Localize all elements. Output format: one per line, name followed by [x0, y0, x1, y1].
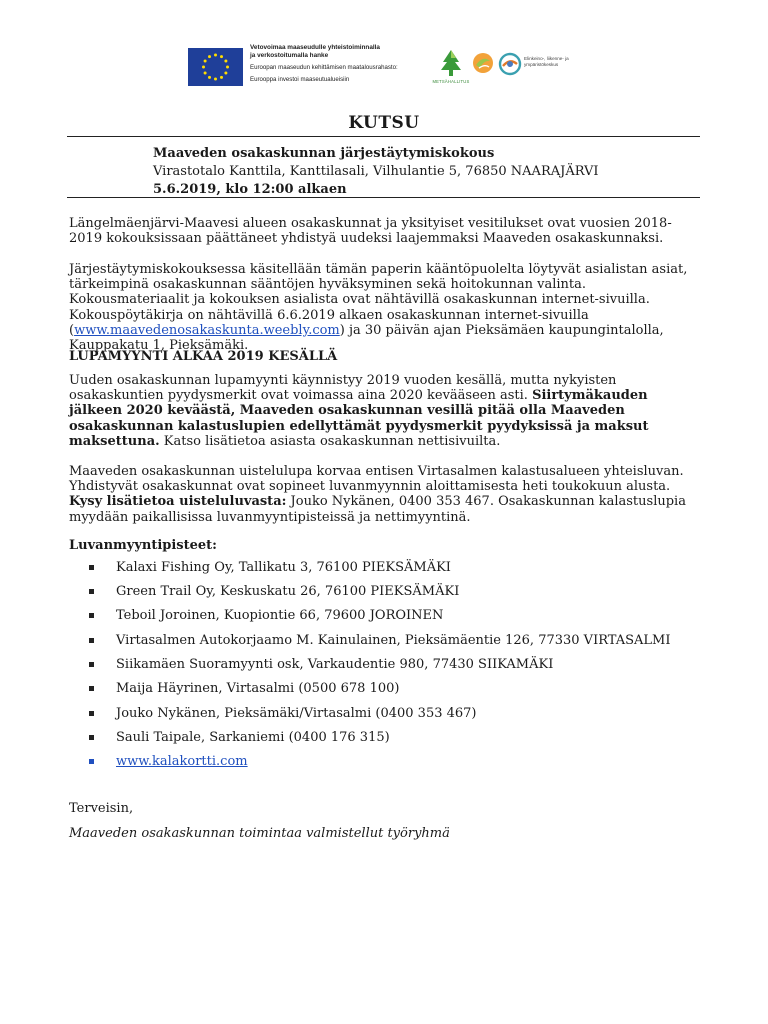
eu-star-icon	[220, 55, 223, 58]
bullet-icon	[89, 565, 94, 570]
permit-text-part1: Uuden osakaskunnan lupamyynti käynnistyy 2019 vuoden kesällä, mutta nykyisten osakaskuntien pyydysmerkit ovat voimassa aina 2020 kevääseen asti.	[69, 373, 617, 404]
permit-text	[69, 373, 701, 449]
bullet-icon	[89, 735, 94, 740]
intro-paragraph	[69, 216, 701, 246]
eu-fund-line2: Eurooppa investoi maaseutualueisiin	[250, 75, 350, 83]
eu-star-icon	[226, 66, 229, 69]
trolling-text-part1: Maaveden osakaskunnan uistelulupa korvaa entisen Virtasalmen kalastusalueen yhteisluvan. Yhdistyvät osakaskunnat ovat sopineet luvanmyynnin aloittamisesta heti toukokuun alusta.	[69, 464, 684, 495]
eu-star-icon	[208, 76, 211, 79]
kalakortti-link[interactable]: www.kalakortti.com	[116, 754, 248, 769]
eu-flag-logo	[188, 48, 243, 86]
list-item-text: Kalaxi Fishing Oy, Tallikatu 3, 76100 PIEKSÄMÄKI	[116, 560, 451, 575]
meeting-text-part2: ) ja 30 päivän ajan Pieksämäen kaupungintalolla, Kauppakatu 1, Pieksämäki.	[69, 322, 664, 354]
trolling-text	[69, 464, 701, 525]
ely-centre-logo	[498, 52, 578, 78]
meeting-datetime: 5.6.2019, klo 12:00 alkaen	[153, 182, 347, 197]
eu-star-icon	[208, 55, 211, 58]
sponsor-logo-banner	[188, 44, 578, 88]
list-item-text: Teboil Joroinen, Kuopiontie 66, 79600 JOROINEN	[116, 608, 444, 623]
metsahallitus-label: METSÄHALLITUS	[432, 79, 470, 84]
meeting-venue: Virastotalo Kanttila, Kanttilasali, Vilhulantie 5, 76850 NAARAJÄRVI	[153, 164, 599, 179]
permit-text-bold: Siirtymäkauden jälkeen 2020 keväästä, Maaveden osakaskunnan vesillä pitää olla Maaveden osakaskunnan kalastuslupien edellyttämät pyydysmerkit pyydyksissä ja maksut maksettuna.	[69, 388, 649, 449]
osakaskunta-website-link[interactable]: www.maavedenosakaskunta.weebly.com	[74, 322, 340, 338]
bullet-icon	[89, 589, 94, 594]
intro-text: Längelmäenjärvi-Maavesi alueen osakaskunnat ja yksityiset vesitilukset ovat vuosien 2018-2019 kokouksissaan päättäneet yhdistyä uudeksi laajemmaksi Maaveden osakaskunnaksi.	[69, 216, 672, 247]
permit-paragraph	[69, 373, 701, 449]
trolling-text-bold: Kysy lisätietoa uisteluluvasta:	[69, 494, 287, 510]
eu-project-line1: Vetovoimaa maaseudulle yhteistoiminnalla	[250, 44, 380, 51]
permit-text-part2: Katso lisätietoa asiasta osakaskunnan nettisivuilta.	[159, 433, 501, 449]
list-item-text: Virtasalmen Autokorjaamo M. Kainulainen, Pieksämäentie 126, 77330 VIRTASALMI	[116, 633, 671, 648]
sales-points-heading: Luvanmyyntipisteet:	[69, 538, 217, 553]
trolling-paragraph	[69, 464, 701, 525]
eu-star-icon	[202, 66, 205, 69]
metsahallitus-logo	[432, 48, 470, 86]
title-rule-top	[67, 136, 700, 137]
bullet-icon	[89, 662, 94, 667]
list-item-text: Maija Häyrinen, Virtasalmi (0500 678 100)	[116, 681, 400, 696]
bullet-icon	[89, 711, 94, 716]
eu-star-icon	[204, 60, 207, 63]
eu-star-icon	[220, 76, 223, 79]
document-title: KUTSU	[348, 113, 420, 133]
list-item-text: Sauli Taipale, Sarkaniemi (0400 176 315)	[116, 730, 390, 745]
closing-greeting: Terveisin,	[69, 801, 134, 816]
ely-centre-text: Elinkeino-, liikenne- ja ympäristökeskus	[524, 56, 569, 67]
eu-star-icon	[204, 72, 207, 75]
eu-star-icon	[224, 72, 227, 75]
list-item-text: Green Trail Oy, Keskuskatu 26, 76100 PIEKSÄMÄKI	[116, 584, 460, 599]
bullet-icon	[89, 638, 94, 643]
list-item-text: Siikamäen Suoramyynti osk, Varkaudentie 980, 77430 SIIKAMÄKI	[116, 657, 554, 672]
eu-star-icon	[214, 54, 217, 57]
trolling-text-part2: Jouko Nykänen, 0400 353 467. Osakaskunnan kalastuslupia myydään paikallisissa luvanmyyntipisteissä ja nettimyyntinä.	[69, 494, 686, 525]
bullet-icon	[89, 759, 94, 764]
eu-star-icon	[224, 60, 227, 63]
closing-signature: Maaveden osakaskunnan toimintaa valmistellut työryhmä	[69, 826, 450, 841]
meeting-info	[153, 145, 599, 199]
meeting-paragraph	[69, 262, 701, 353]
list-item-text: Jouko Nykänen, Pieksämäki/Virtasalmi (0400 353 467)	[116, 706, 477, 721]
bullet-icon	[89, 613, 94, 618]
meeting-text	[69, 262, 701, 353]
bullet-icon	[89, 686, 94, 691]
partner-round-logo	[472, 52, 494, 74]
title-rule-bottom	[67, 197, 700, 198]
permit-sales-heading: LUPAMYYNTI ALKAA 2019 KESÄLLÄ	[69, 349, 338, 364]
eu-star-icon	[214, 78, 217, 81]
eu-project-line2: ja verkostoitumalla hanke	[250, 52, 329, 59]
eu-funding-text	[250, 44, 430, 83]
meeting-name: Maaveden osakaskunnan järjestäytymiskokous	[153, 146, 495, 161]
meeting-text-part1: Järjestäytymiskokouksessa käsitellään tämän paperin kääntöpuolelta löytyvät asialistan asiat, tärkeimpinä osakaskunnan sääntöjen hyväksyminen sekä hoitokunnan valinta. Kokousmateriaalit ja kokouksen asialista ovat nähtävillä osakaskunnan internet-sivuilla. Kokouspöytäkirja on nähtävillä 6.6.2019 alkaen osakaskunnan internet-sivuilla (	[69, 262, 688, 338]
eu-fund-line1: Euroopan maaseudun kehittämisen maatalousrahasto:	[250, 64, 398, 71]
